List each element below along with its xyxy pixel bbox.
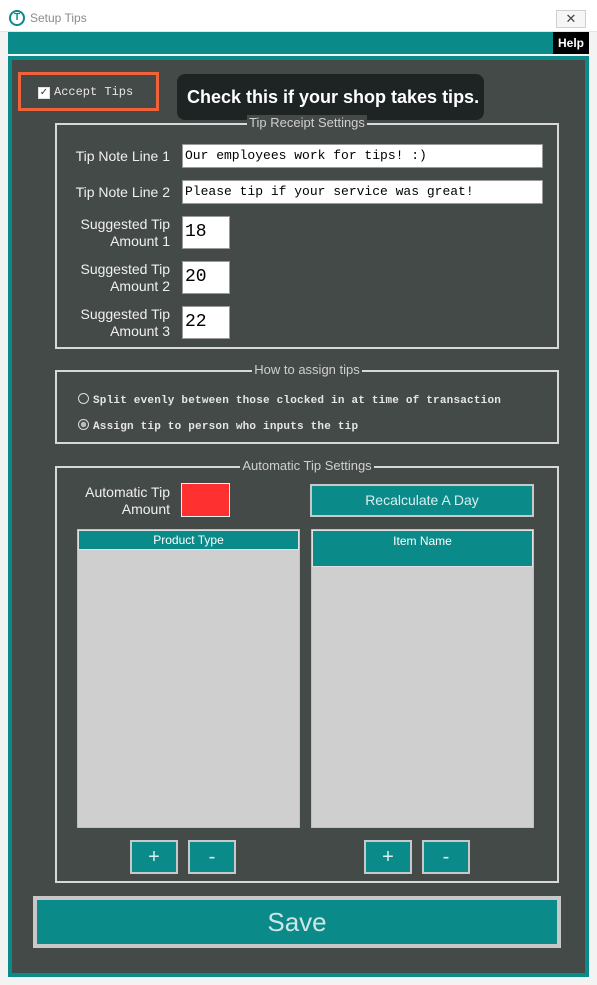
item-name-list[interactable] xyxy=(311,529,534,828)
add-product-type-button[interactable]: + xyxy=(130,840,178,874)
tip-note-1-input[interactable]: Our employees work for tips! :) xyxy=(182,144,543,168)
tip-receipt-legend: Tip Receipt Settings xyxy=(249,115,365,130)
product-type-list[interactable] xyxy=(77,529,300,828)
remove-item-button[interactable]: - xyxy=(422,840,470,874)
suggested-tip-3-input[interactable]: 22 xyxy=(182,306,230,339)
accept-tips-tooltip: Check this if your shop takes tips. xyxy=(177,74,484,120)
tip-note-2-input[interactable]: Please tip if your service was great! xyxy=(182,180,543,204)
suggested-tip-2-input[interactable]: 20 xyxy=(182,261,230,294)
window-title: Setup Tips xyxy=(30,11,87,25)
help-button[interactable]: Help xyxy=(553,32,589,54)
close-button[interactable]: ✕ xyxy=(556,10,586,28)
assign-tips-legend: How to assign tips xyxy=(254,362,360,377)
recalculate-day-button[interactable]: Recalculate A Day xyxy=(310,484,534,517)
accept-tips-checkbox[interactable]: ✓ xyxy=(39,87,49,98)
product-type-header: Product Type xyxy=(78,530,299,550)
header-strip xyxy=(8,32,589,54)
title-bar xyxy=(0,0,597,32)
remove-product-type-button[interactable]: - xyxy=(188,840,236,874)
suggested-tip-1-input[interactable]: 18 xyxy=(182,216,230,249)
assign-option-inputter[interactable] xyxy=(78,419,358,433)
assign-option-split[interactable] xyxy=(78,393,501,407)
accept-tips-label[interactable]: Accept Tips xyxy=(54,85,134,99)
accept-tips-highlight xyxy=(18,72,159,111)
suggested-tip-2-label: Suggested Tip Amount 2 xyxy=(80,261,170,294)
automatic-tip-color-swatch[interactable] xyxy=(181,483,230,517)
save-button[interactable]: Save xyxy=(33,896,561,948)
automatic-tip-legend: Automatic Tip Settings xyxy=(242,458,372,473)
tip-note-1-label: Tip Note Line 1 xyxy=(75,148,170,164)
app-icon: T xyxy=(9,10,25,26)
tip-note-2-label: Tip Note Line 2 xyxy=(75,184,170,200)
radio-split[interactable] xyxy=(78,393,89,404)
assign-option-inputter-label: Assign tip to person who inputs the tip xyxy=(93,421,359,433)
suggested-tip-3-label: Suggested Tip Amount 3 xyxy=(80,306,170,339)
assign-option-split-label: Split evenly between those clocked in at time of transaction xyxy=(93,395,502,407)
automatic-tip-amount-label: Automatic Tip Amount xyxy=(85,484,170,517)
radio-inputter[interactable] xyxy=(78,419,89,430)
add-item-button[interactable]: + xyxy=(364,840,412,874)
suggested-tip-1-label: Suggested Tip Amount 1 xyxy=(80,216,170,249)
item-name-header: Item Name xyxy=(312,530,533,567)
